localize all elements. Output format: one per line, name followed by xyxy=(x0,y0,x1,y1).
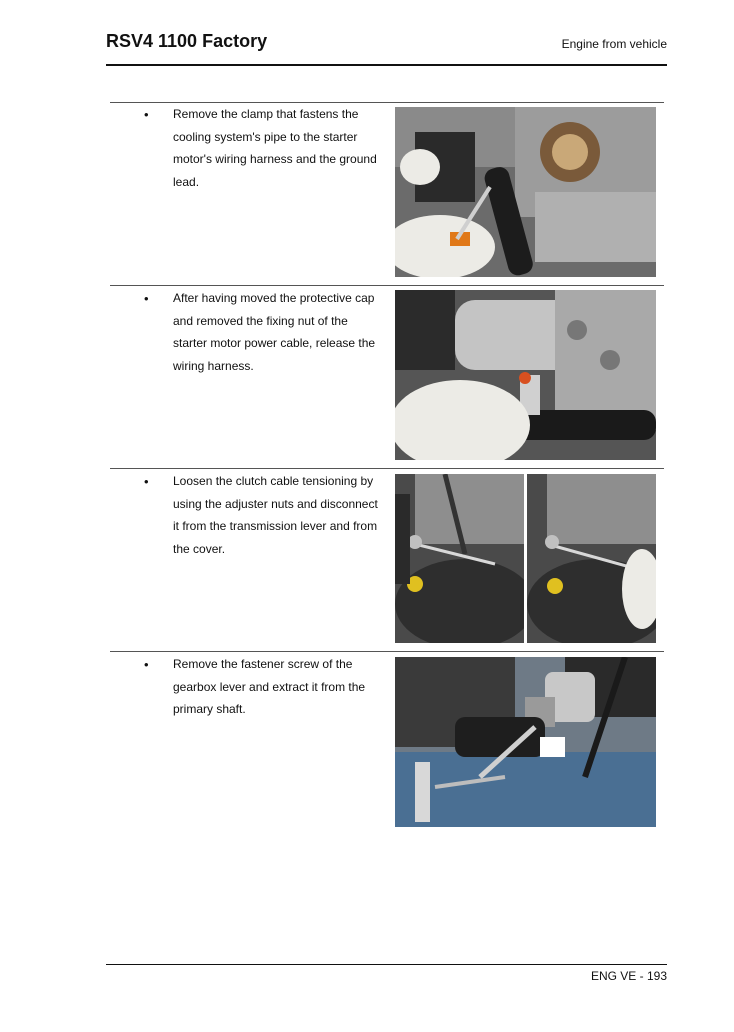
step-photo-clutch-left xyxy=(395,474,524,643)
step-divider xyxy=(110,285,664,286)
step-photo-clutch-right xyxy=(527,474,656,643)
step-divider xyxy=(110,651,664,652)
header-rule xyxy=(106,64,667,66)
bullet: • xyxy=(144,291,149,306)
bullet: • xyxy=(144,657,149,672)
page-number: ENG VE - 193 xyxy=(590,969,667,983)
step-divider xyxy=(110,468,664,469)
footer-rule xyxy=(106,964,667,965)
step-photo-starter-cable xyxy=(395,290,656,460)
step-text: Remove the fastener screw of the gearbox lever and extract it from the primary shaft. xyxy=(173,657,366,716)
step-text: After having moved the protective cap and removed the fixing nut of the starter motor power cable, release the wiring harness. xyxy=(173,291,376,373)
bullet: • xyxy=(144,107,149,122)
bullet: • xyxy=(144,474,149,489)
section-title: Engine from vehicle xyxy=(561,37,667,51)
page-title: RSV4 1100 Factory xyxy=(106,31,268,51)
step-photo-gearbox-lever xyxy=(395,657,656,827)
step-photo-starter-clamp xyxy=(395,107,656,277)
step-text: Remove the clamp that fastens the cooling system's pipe to the starter motor's wiring harness and the ground lead. xyxy=(173,107,377,189)
step-text: Loosen the clutch cable tensioning by using the adjuster nuts and disconnect it from the transmission lever and from the cover. xyxy=(173,474,378,556)
